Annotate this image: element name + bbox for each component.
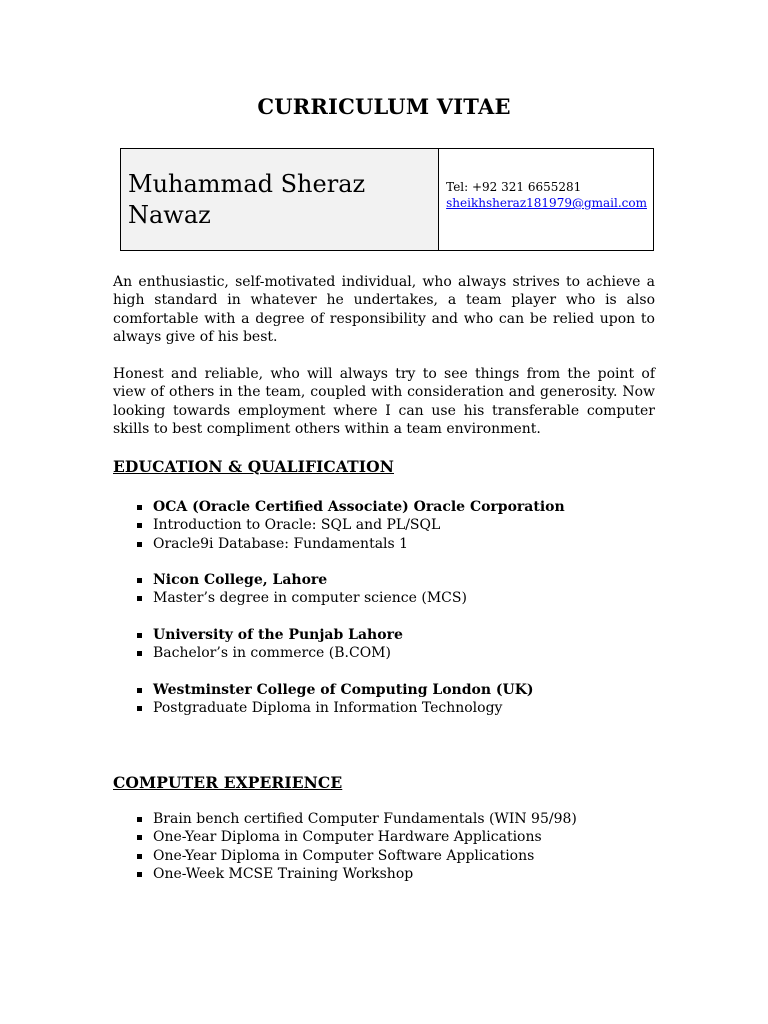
education-group-punjab	[133, 626, 653, 663]
list-item: Nicon College, Lahore	[133, 571, 653, 589]
list-item: Westminster College of Computing London (UK)	[133, 681, 653, 699]
list-item: University of the Punjab Lahore	[133, 626, 653, 644]
list-item: Brain bench certified Computer Fundamentals (WIN 95/98)	[133, 810, 653, 828]
list-item: Bachelor’s in commerce (B.COM)	[133, 644, 653, 662]
name-line-1: Muhammad Sheraz	[128, 170, 366, 198]
education-group-westminster	[133, 681, 653, 718]
list-item: Oracle9i Database: Fundamentals 1	[133, 535, 653, 553]
telephone: Tel: +92 321 6655281	[446, 180, 582, 194]
list-item: Postgraduate Diploma in Information Technology	[133, 699, 653, 717]
email-link[interactable]: sheikhsheraz181979@gmail.com	[446, 196, 647, 210]
list-item: OCA (Oracle Certified Associate) Oracle Corporation	[133, 498, 653, 516]
header-table	[120, 148, 654, 251]
list-item: One-Week MCSE Training Workshop	[133, 865, 653, 883]
experience-heading: COMPUTER EXPERIENCE	[113, 773, 343, 792]
education-group-oca	[133, 498, 653, 553]
document-title: CURRICULUM VITAE	[257, 94, 511, 119]
experience-list	[133, 810, 653, 884]
education-group-nicon	[133, 571, 653, 608]
education-heading: EDUCATION & QUALIFICATION	[113, 457, 394, 476]
summary-paragraph-2: Honest and reliable, who will always try to see things from the point of view of others in the team, coupled with consideration and generosity. Now looking towards employment where I can use his transferable computer skills to best compliment others within a team environment.	[113, 366, 655, 437]
list-item: One-Year Diploma in Computer Software Applications	[133, 847, 653, 865]
name-cell	[121, 149, 439, 250]
list-item: Master’s degree in computer science (MCS)	[133, 589, 653, 607]
contact-cell	[439, 149, 653, 250]
name-line-2: Nawaz	[128, 201, 211, 229]
list-item: Introduction to Oracle: SQL and PL/SQL	[133, 516, 653, 534]
summary-paragraph-1: An enthusiastic, self-motivated individual, who always strives to achieve a high standard in whatever he undertakes, a team player who is also comfortable with a degree of responsibility and who can be relied upon to always give of his best.	[113, 274, 655, 345]
list-item: One-Year Diploma in Computer Hardware Applications	[133, 828, 653, 846]
